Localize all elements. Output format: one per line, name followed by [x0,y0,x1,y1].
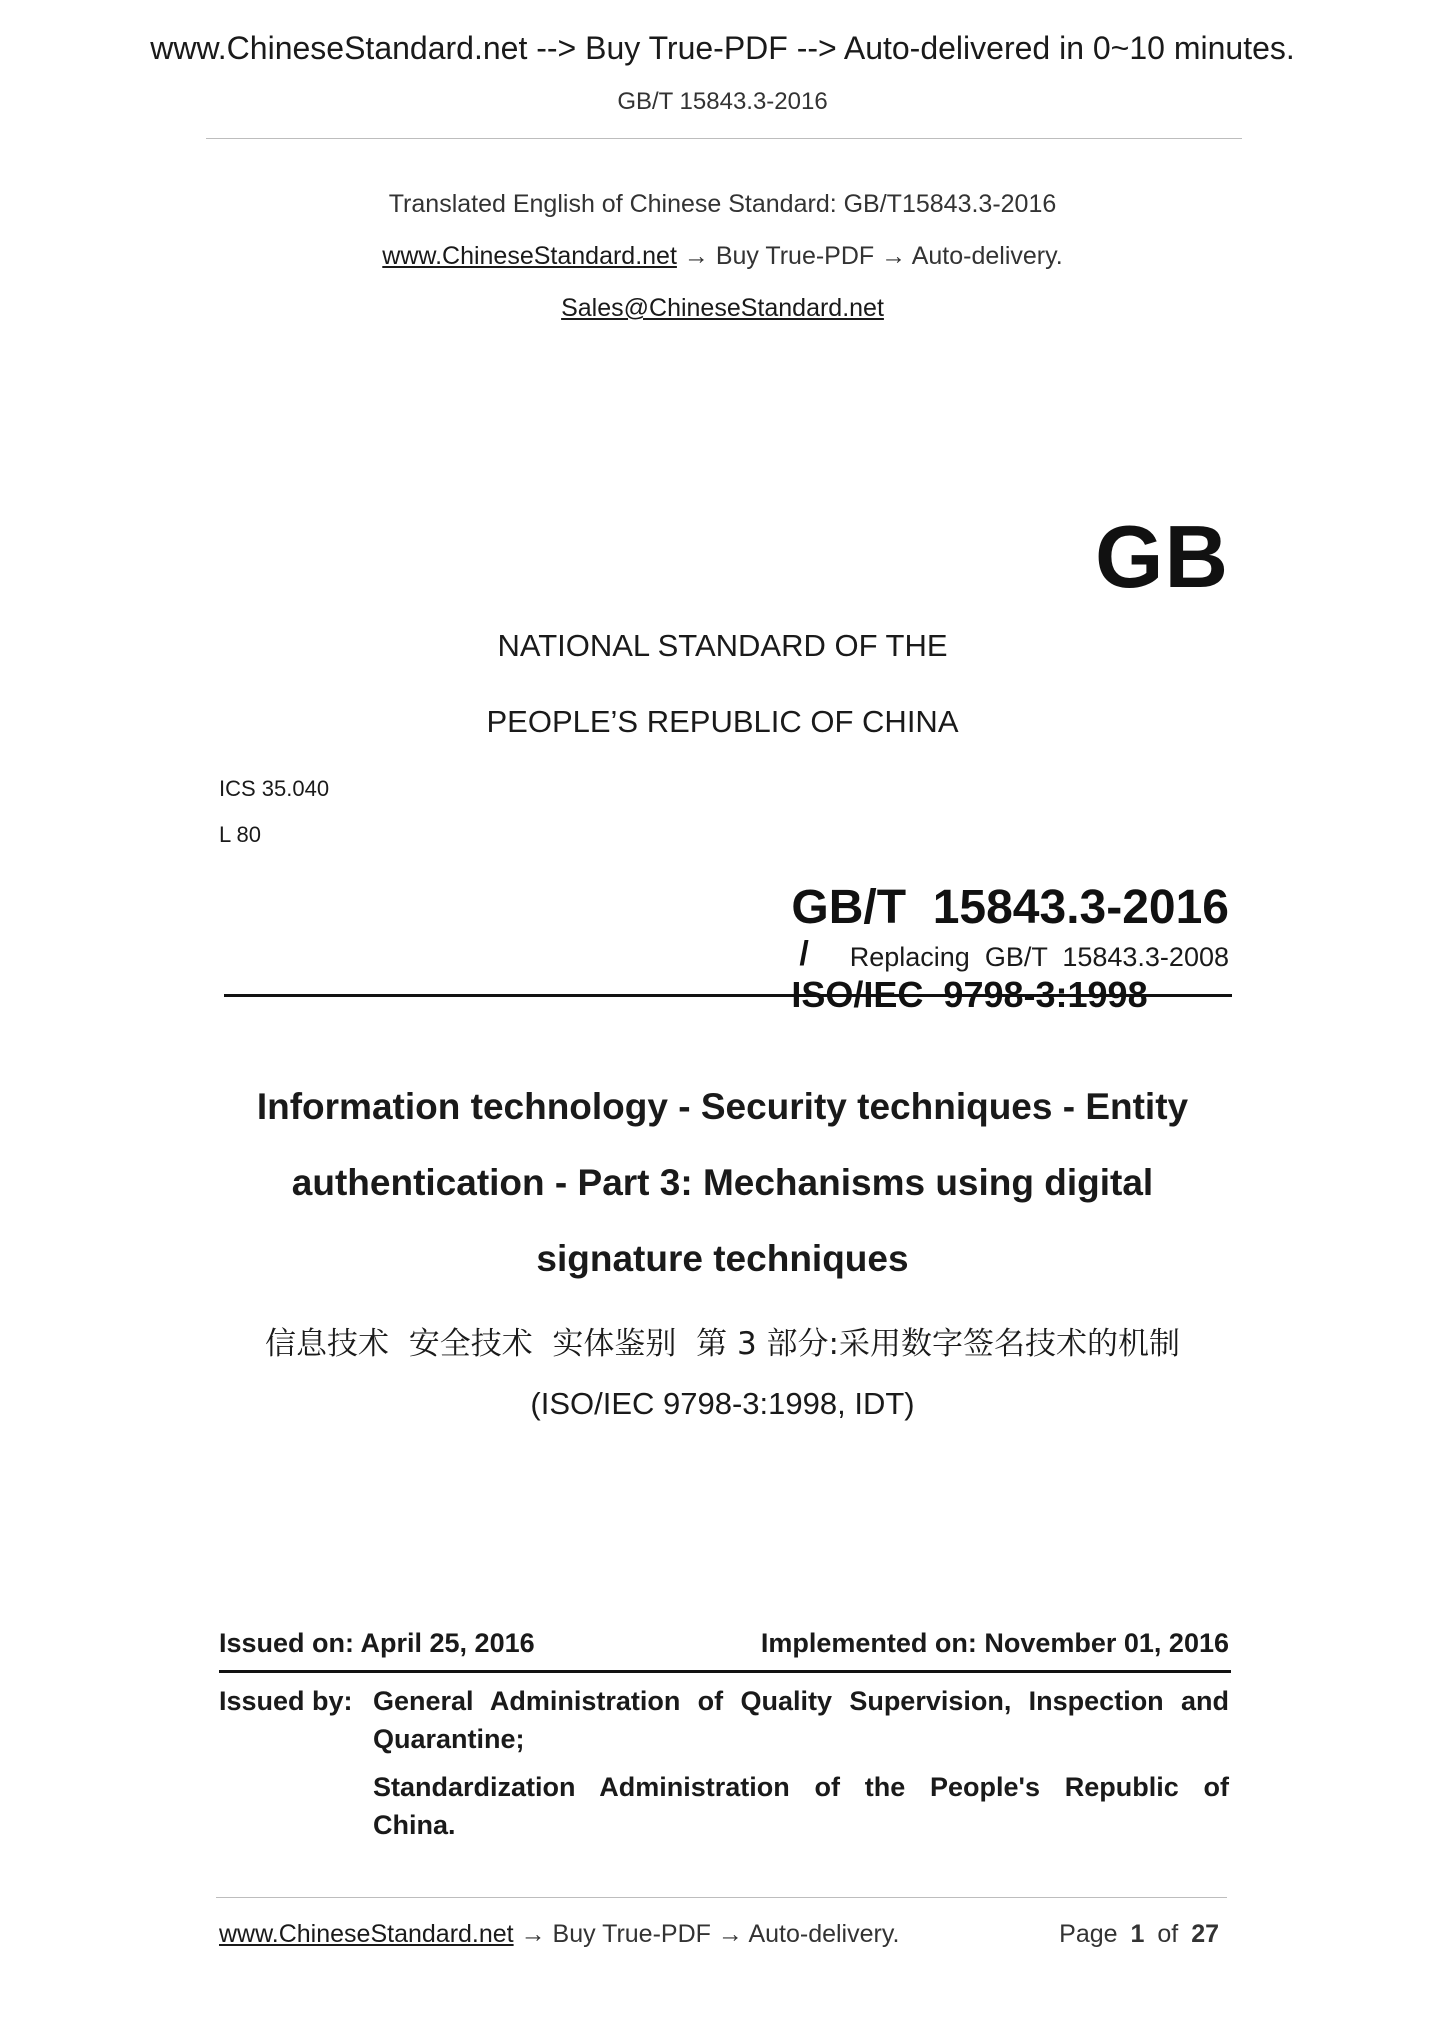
implemented-on: Implemented on: November 01, 2016 [760,1628,1229,1658]
page-of: of [1157,1920,1179,1948]
arrow-right-icon: → [520,1920,546,1948]
header-divider [206,138,1242,139]
dates-divider [219,1670,1231,1673]
footer-purchase-line [219,1920,899,1949]
title-divider [224,994,1232,997]
translation-note: Translated English of Chinese Standard: GB/T15843.3-2016 [388,190,1057,218]
top-banner: www.ChineseStandard.net --> Buy True-PDF --> Auto-delivered in 0~10 minutes. [150,30,1295,66]
national-standard-line2: PEOPLE’S REPUBLIC OF CHINA [486,704,959,739]
sales-email-link[interactable]: Sales@ChineseStandard.net [561,294,884,322]
document-title-line3: signature techniques [536,1238,909,1279]
footer-divider [216,1897,1227,1898]
page-label: Page [1059,1920,1118,1948]
equivalence-note: (ISO/IEC 9798-3:1998, IDT) [530,1386,915,1421]
page-total: 27 [1191,1920,1219,1948]
chinese-title: 信息技术 安全技术 实体鉴别 第 3 部分:采用数字签名技术的机制 [265,1326,1180,1362]
iso-number: ISO/IEC 9798-3:1998 [791,974,1148,1015]
footer-auto-delivery-text: Auto-delivery. [748,1920,900,1948]
issued-on: Issued on: April 25, 2016 [219,1628,535,1658]
national-standard-line1: NATIONAL STANDARD OF THE [497,628,948,663]
footer-buy-true-pdf-text: Buy True-PDF [552,1920,711,1948]
email-line [0,294,1445,323]
ics-code: ICS 35.040 [219,776,330,801]
issuer-1-line2: Quarantine; [373,1724,525,1754]
arrow-right-icon: → [683,242,709,270]
footer-site-link[interactable]: www.ChineseStandard.net [219,1920,514,1948]
page-current: 1 [1130,1920,1145,1948]
issuer-2-line1: Standardization Administration of the People's Republic of [373,1772,1229,1802]
issuer-1-line1: General Administration of Quality Supervision, Inspection and [373,1686,1229,1716]
document-code-header: GB/T 15843.3-2016 [617,88,828,115]
buy-true-pdf-text: Buy True-PDF [715,242,875,270]
arrow-right-icon: → [717,1920,743,1948]
gb-logo: GB [1095,507,1229,606]
standard-separator: / [799,935,809,973]
site-link[interactable]: www.ChineseStandard.net [382,242,677,270]
issuer-2-line2: China. [373,1810,456,1840]
purchase-line [0,242,1445,271]
page-indicator [1059,1920,1219,1949]
standard-number-line [783,862,1230,1016]
issued-by-label: Issued by: [219,1686,353,1716]
arrow-right-icon: → [881,242,907,270]
ccs-code: L 80 [219,822,262,847]
standard-number: GB/T 15843.3-2016 [791,881,1229,934]
document-title-line2: authentication - Part 3: Mechanisms using digital [291,1162,1154,1203]
document-title-line1: Information technology - Security techniques - Entity [256,1086,1189,1127]
replacing-note: Replacing GB/T 15843.3-2008 [849,942,1229,972]
auto-delivery-text: Auto-delivery. [911,242,1063,270]
